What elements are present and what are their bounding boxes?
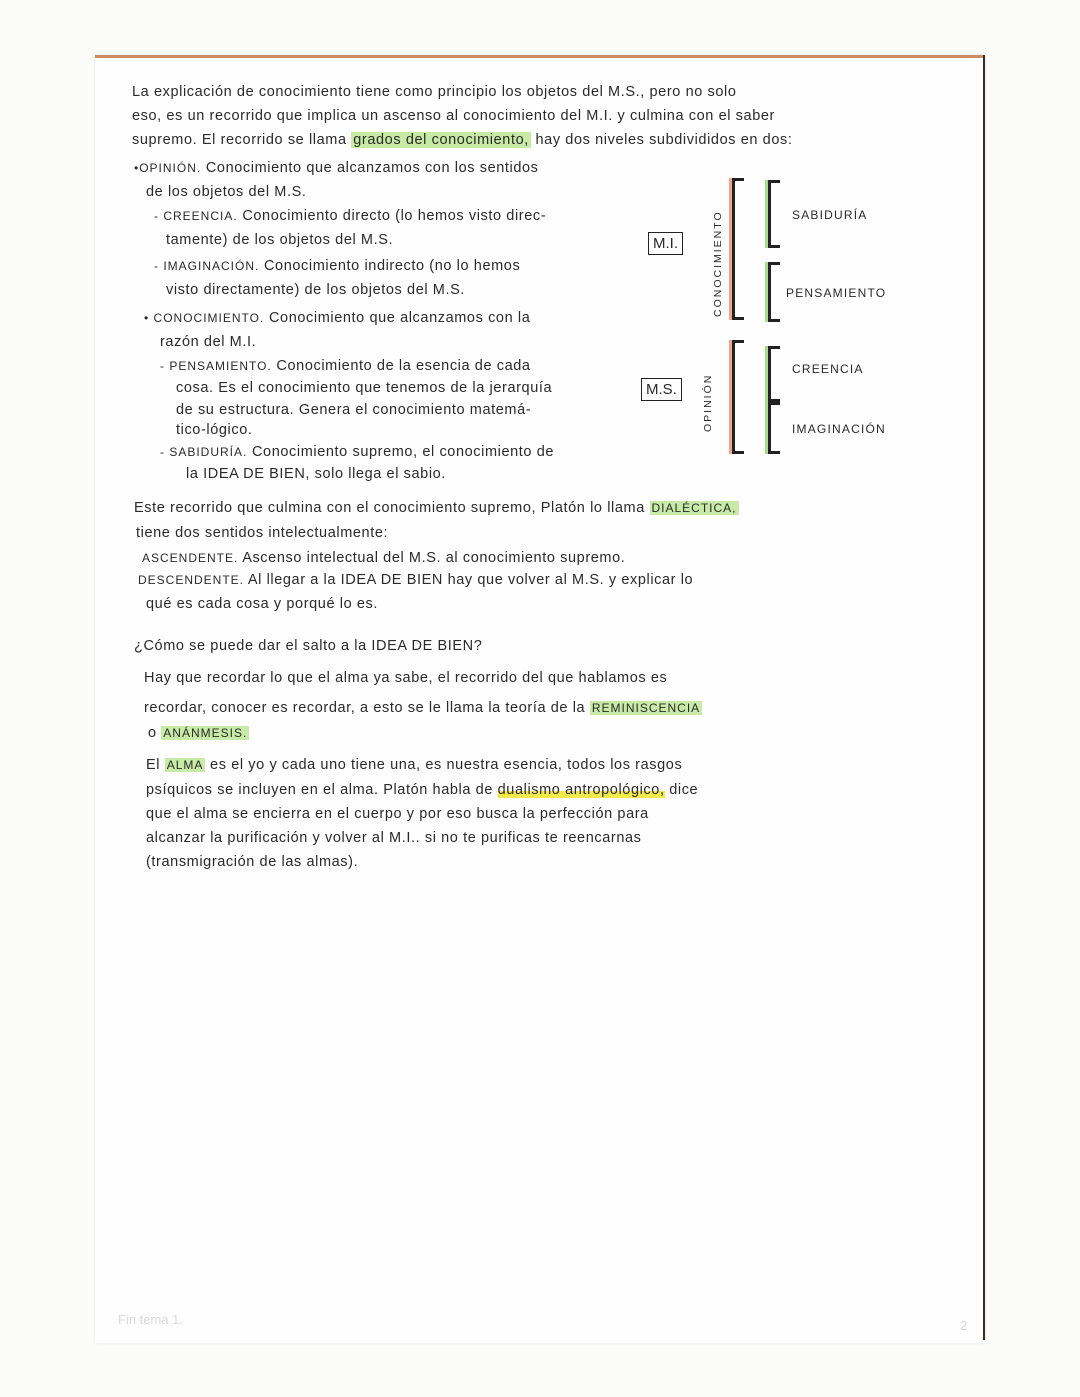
text-line: [146, 757, 682, 773]
term: - IMAGINACIÓN.: [154, 259, 260, 273]
text-line: [146, 782, 698, 798]
label-imaginacion: IMAGINACIÓN: [792, 422, 886, 436]
text-line: [132, 132, 792, 148]
text: hay dos niveles subdivididos en dos:: [530, 132, 793, 148]
text-line: de los objetos del M.S.: [146, 184, 307, 200]
bracket-sabiduria: [768, 180, 780, 248]
label-creencia: CREENCIA: [792, 362, 864, 376]
term: - CREENCIA.: [154, 209, 238, 223]
term: ASCENDENTE.: [142, 551, 239, 565]
conocimiento-vertical-label: CONOCIMIENTO: [712, 210, 724, 317]
text: Ascenso intelectual del M.S. al conocimiento supremo.: [238, 550, 626, 566]
highlight-reminiscencia: REMINISCENCIA: [591, 701, 701, 715]
highlight-dualismo: dualismo antropológico,: [497, 782, 665, 798]
highlight-ananmesis: ANÁNMESIS.: [163, 726, 248, 740]
bracket-outer-ms: [732, 340, 744, 454]
text: Conocimiento supremo, el conocimiento de: [247, 444, 555, 460]
bracket-creencia: [768, 346, 780, 402]
text: dice: [664, 782, 699, 798]
text: Conocimiento de la esencia de cada: [271, 358, 531, 374]
notebook-page: [95, 55, 985, 1343]
bracket-pensamiento: [768, 262, 780, 322]
question-heading: ¿Cómo se puede dar el salto a la IDEA DE BIEN?: [134, 638, 483, 654]
opinion-vertical-label: OPINIÓN: [702, 373, 714, 432]
term: - PENSAMIENTO.: [160, 359, 272, 373]
label-pensamiento: PENSAMIENTO: [786, 286, 887, 300]
text: es el yo y cada uno tiene una, es nuestra esencia, todos los rasgos: [205, 757, 683, 773]
text-line: Hay que recordar lo que el alma ya sabe, el recorrido del que hablamos es: [144, 670, 668, 686]
text: o: [148, 725, 162, 741]
descendente-line: [138, 572, 693, 588]
text-line: la IDEA DE BIEN, solo llega el sabio.: [186, 466, 446, 482]
text: Al llegar a la IDEA DE BIEN hay que volver al M.S. y explicar lo: [244, 572, 694, 588]
text-line: que el alma se encierra en el cuerpo y por eso busca la perfección para: [146, 806, 649, 822]
term: DESCENDENTE.: [138, 573, 245, 587]
page-number: 2: [960, 1318, 968, 1333]
term: - SABIDURÍA.: [160, 445, 248, 459]
highlight-alma: ALMA: [166, 758, 204, 772]
text-line: La explicación de conocimiento tiene como principio los objetos del M.S., pero no solo: [132, 84, 737, 100]
text-line: tiene dos sentidos intelectualmente:: [136, 525, 389, 541]
text: recordar, conocer es recordar, a esto se le llama la teoría de la: [144, 700, 590, 716]
bracket-outer-mi: [732, 178, 744, 320]
bracket-imaginacion: [768, 402, 780, 454]
text-line: eso, es un recorrido que implica un ascenso al conocimiento del M.I. y culmina con el saber: [132, 108, 775, 124]
term: • CONOCIMIENTO.: [144, 311, 265, 325]
creencia-line: [154, 208, 546, 224]
imaginacion-line: [154, 258, 520, 274]
highlight-dialectica: DIALÉCTICA,: [651, 501, 737, 515]
text-line: [134, 500, 739, 516]
text-line: qué es cada cosa y porqué lo es.: [146, 596, 379, 612]
text-line: tico-lógico.: [176, 422, 253, 438]
ascendente-line: [142, 550, 625, 566]
page-edge: [983, 55, 985, 1340]
opinion-line: [134, 160, 539, 176]
ms-box: M.S.: [641, 378, 682, 401]
pensamiento-line: [160, 358, 531, 374]
text-line: visto directamente) de los objetos del M.S.: [166, 282, 466, 298]
text: Conocimiento indirecto (no lo hemos: [259, 258, 521, 274]
text-line: tamente) de los objetos del M.S.: [166, 232, 394, 248]
text-line: alcanzar la purificación y volver al M.I.. si no te purificas te reencarnas: [146, 830, 642, 846]
text-line: razón del M.I.: [160, 334, 257, 350]
end-note: Fin tema 1.: [118, 1312, 184, 1327]
text: psíquicos se incluyen en el alma. Platón habla de: [146, 782, 498, 798]
text: Este recorrido que culmina con el conocimiento supremo, Platón lo llama: [134, 500, 650, 516]
mi-box: M.I.: [648, 232, 683, 255]
text: El: [146, 757, 165, 773]
text: Conocimiento que alcanzamos con los sentidos: [201, 160, 539, 176]
text-line: (transmigración de las almas).: [146, 854, 359, 870]
text: supremo. El recorrido se llama: [132, 132, 352, 148]
highlight-grados: grados del conocimiento,: [353, 132, 529, 148]
text-line: de su estructura. Genera el conocimiento matemá-: [176, 402, 532, 418]
conocimiento-line: [144, 310, 530, 326]
text-line: [144, 700, 702, 716]
text-line: [148, 725, 249, 741]
text: Conocimiento directo (lo hemos visto direc-: [237, 208, 547, 224]
text-line: cosa. Es el conocimiento que tenemos de la jerarquía: [176, 380, 553, 396]
label-sabiduria: SABIDURÍA: [792, 208, 868, 222]
sabiduria-line: [160, 444, 554, 460]
text: Conocimiento que alcanzamos con la: [264, 310, 531, 326]
term: •OPINIÓN.: [134, 161, 202, 175]
